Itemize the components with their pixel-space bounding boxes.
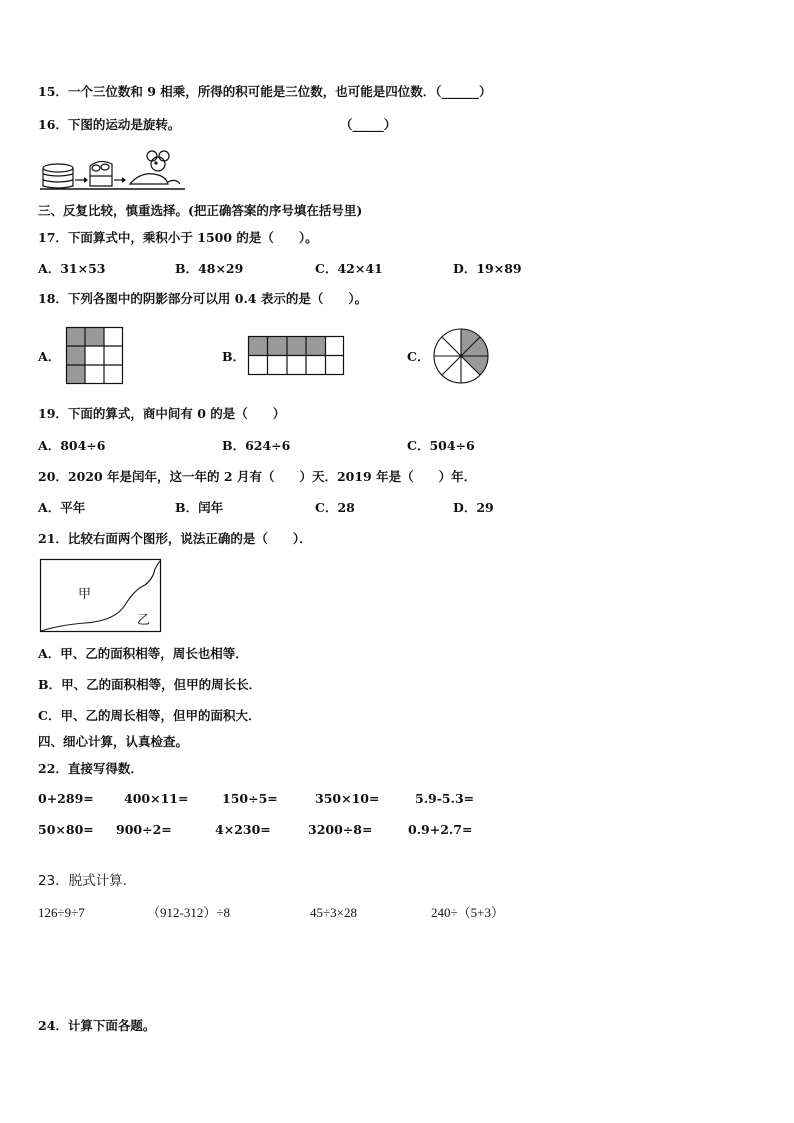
motion-illustration: [40, 148, 185, 193]
q20-option-d[interactable]: D．29: [453, 500, 494, 515]
q22-item: 900÷2=: [116, 822, 172, 837]
q22-item: 4×230=: [215, 822, 271, 837]
q17-option-d[interactable]: D．19×89: [453, 261, 522, 276]
q22-item: 350×10=: [315, 791, 380, 806]
question-15: 15．一个三位数和 9 相乘，所得的积可能是三位数，也可能是四位数．（______）: [38, 84, 492, 99]
q21-option-b[interactable]: B．甲、乙的面积相等，但甲的周长长．: [38, 677, 262, 692]
grid-3x3-figure: [66, 327, 124, 385]
q22-item: 150÷5=: [222, 791, 278, 806]
section-4-title: 四、细心计算，认真检查。: [38, 734, 189, 749]
figure-label-jia: 甲: [78, 587, 92, 602]
question-24: 24．计算下面各题。: [38, 1018, 156, 1033]
q17-option-a[interactable]: A．31×53: [38, 261, 106, 276]
figure-label-yi: 乙: [137, 613, 151, 628]
q19-option-c[interactable]: C．504÷6: [407, 438, 475, 453]
q19-option-a[interactable]: A．804÷6: [38, 438, 106, 453]
circle-8-sectors-figure: [433, 328, 491, 386]
question-17: 17．下面算式中，乘积小于 1500 的是（ ）。: [38, 230, 318, 245]
q21-option-c[interactable]: C．甲、乙的周长相等，但甲的面积大．: [38, 708, 261, 723]
q18-option-c[interactable]: C．: [407, 349, 430, 364]
question-23: 23．脱式计算．: [38, 873, 137, 889]
q19-option-b[interactable]: B．624÷6: [222, 438, 291, 453]
question-20: 20．2020 年是闰年，这一年的 2 月有（ ）天．2019 年是（ ）年．: [38, 469, 477, 484]
grid-2x5-figure: [248, 336, 346, 376]
section-3-title: 三、反复比较，慎重选择。(把正确答案的序号填在括号里): [38, 203, 363, 218]
question-18: 18．下列各图中的阴影部分可以用 0.4 表示的是（ ）。: [38, 291, 368, 306]
q23-item: 126÷9÷7: [38, 905, 85, 920]
q23-item: 45÷3×28: [310, 905, 357, 920]
gift-box-icon: [90, 161, 112, 186]
q22-item: 0.9+2.7=: [408, 822, 473, 837]
question-22: 22．直接写得数．: [38, 761, 143, 776]
question-19: 19．下面的算式，商中间有 0 的是（ ）: [38, 406, 286, 421]
q20-option-c[interactable]: C．28: [315, 500, 355, 515]
question-21: 21．比较右面两个图形，说法正确的是（ ）．: [38, 531, 312, 546]
q20-option-b[interactable]: B．闰年: [175, 500, 224, 515]
q23-item: （912-312）÷8: [147, 905, 230, 920]
q22-item: 3200÷8=: [308, 822, 373, 837]
q22-item: 5.9-5.3=: [415, 791, 475, 806]
cake-icon: [43, 164, 73, 188]
q18-option-a[interactable]: A．: [38, 349, 61, 364]
q22-item: 400×11=: [124, 791, 189, 806]
q17-option-c[interactable]: C．42×41: [315, 261, 383, 276]
question-16: 16．下图的运动是旋转。: [38, 117, 181, 132]
q18-option-b[interactable]: B．: [222, 349, 246, 364]
q22-item: 50×80=: [38, 822, 94, 837]
toy-mouse-icon: [130, 151, 180, 184]
q23-item: 240÷（5+3）: [431, 905, 504, 920]
q17-option-b[interactable]: B．48×29: [175, 261, 244, 276]
q21-option-a[interactable]: A．甲、乙的面积相等，周长也相等．: [38, 646, 248, 661]
q20-option-a[interactable]: A．平年: [38, 500, 86, 515]
answer-blank-16[interactable]: （_____）: [340, 117, 397, 132]
q22-item: 0+289=: [38, 791, 94, 806]
jia-yi-figure: [40, 559, 162, 633]
